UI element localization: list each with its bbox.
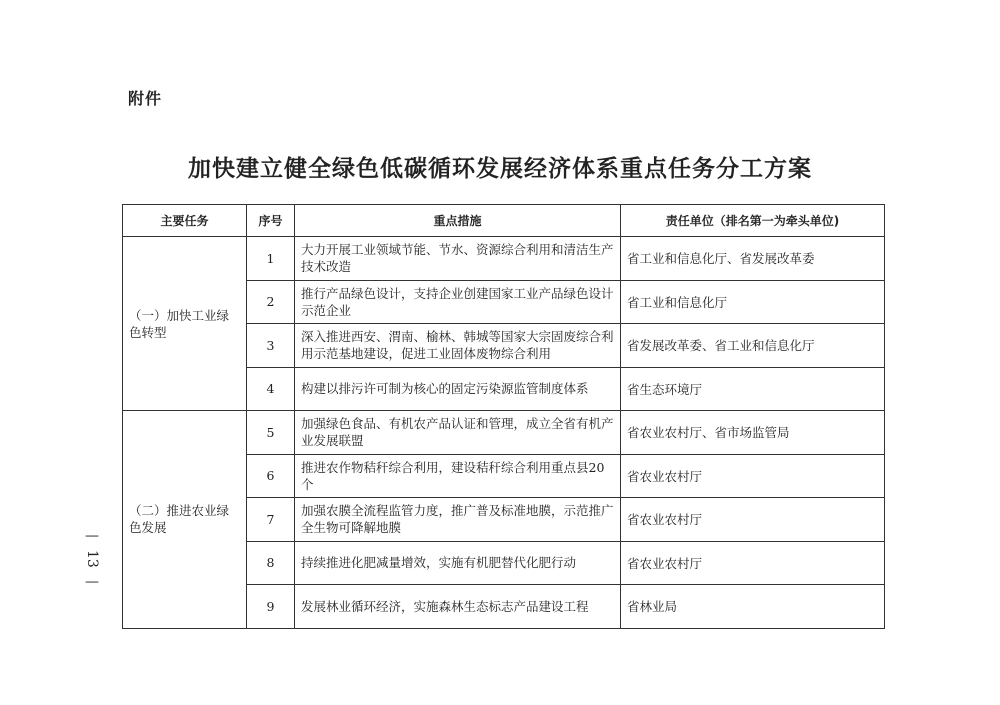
responsible-cell: 省工业和信息化厅	[621, 280, 885, 324]
responsible-cell: 省发展改革委、省工业和信息化厅	[621, 324, 885, 368]
seq-cell: 8	[247, 541, 295, 585]
seq-cell: 1	[247, 237, 295, 281]
page-number	[80, 528, 104, 590]
seq-cell: 3	[247, 324, 295, 368]
measure-cell: 构建以排污许可制为核心的固定污染源监管制度体系	[295, 367, 621, 411]
seq-cell: 2	[247, 280, 295, 324]
responsible-cell: 省林业局	[621, 585, 885, 629]
seq-cell: 9	[247, 585, 295, 629]
task-category-cell: （二）推进农业绿色发展	[123, 411, 247, 629]
measure-cell: 深入推进西安、渭南、榆林、韩城等国家大宗固废综合利用示范基地建设，促进工业固体废物综合利用	[295, 324, 621, 368]
task-category-cell: （一）加快工业绿色转型	[123, 237, 247, 411]
page-number-dash-bottom: —	[85, 573, 99, 590]
seq-cell: 6	[247, 454, 295, 498]
measure-cell: 推进农作物秸秆综合利用，建设秸秆综合利用重点县20个	[295, 454, 621, 498]
seq-cell: 4	[247, 367, 295, 411]
responsible-cell: 省农业农村厅	[621, 541, 885, 585]
measure-cell: 推行产品绿色设计，支持企业创建国家工业产品绿色设计示范企业	[295, 280, 621, 324]
column-header-responsible: 责任单位（排名第一为牵头单位)	[621, 205, 885, 237]
responsible-cell: 省生态环境厅	[621, 367, 885, 411]
responsible-cell: 省农业农村厅	[621, 454, 885, 498]
table-row	[123, 411, 885, 455]
document-title: 加快建立健全绿色低碳循环发展经济体系重点任务分工方案	[188, 156, 812, 182]
measure-cell: 发展林业循环经济，实施森林生态标志产品建设工程	[295, 585, 621, 629]
column-header-measure: 重点措施	[295, 205, 621, 237]
measure-cell: 持续推进化肥减量增效，实施有机肥替代化肥行动	[295, 541, 621, 585]
page-number-dash-top: —	[85, 528, 99, 544]
task-division-table	[122, 204, 885, 629]
seq-cell: 7	[247, 498, 295, 542]
attachment-label: 附件	[128, 89, 163, 108]
measure-cell: 加强绿色食品、有机农产品认证和管理，成立全省有机产业发展联盟	[295, 411, 621, 455]
measure-cell: 大力开展工业领域节能、节水、资源综合利用和清洁生产技术改造	[295, 237, 621, 281]
column-header-seq: 序号	[247, 205, 295, 237]
seq-cell: 5	[247, 411, 295, 455]
measure-cell: 加强农膜全流程监管力度，推广普及标准地膜，示范推广全生物可降解地膜	[295, 498, 621, 542]
page-number-value: 13	[84, 550, 100, 568]
column-header-task: 主要任务	[123, 205, 247, 237]
responsible-cell: 省农业农村厅、省市场监管局	[621, 411, 885, 455]
table-row	[123, 237, 885, 281]
responsible-cell: 省工业和信息化厅、省发展改革委	[621, 237, 885, 281]
responsible-cell: 省农业农村厅	[621, 498, 885, 542]
table-header-row	[123, 205, 885, 237]
